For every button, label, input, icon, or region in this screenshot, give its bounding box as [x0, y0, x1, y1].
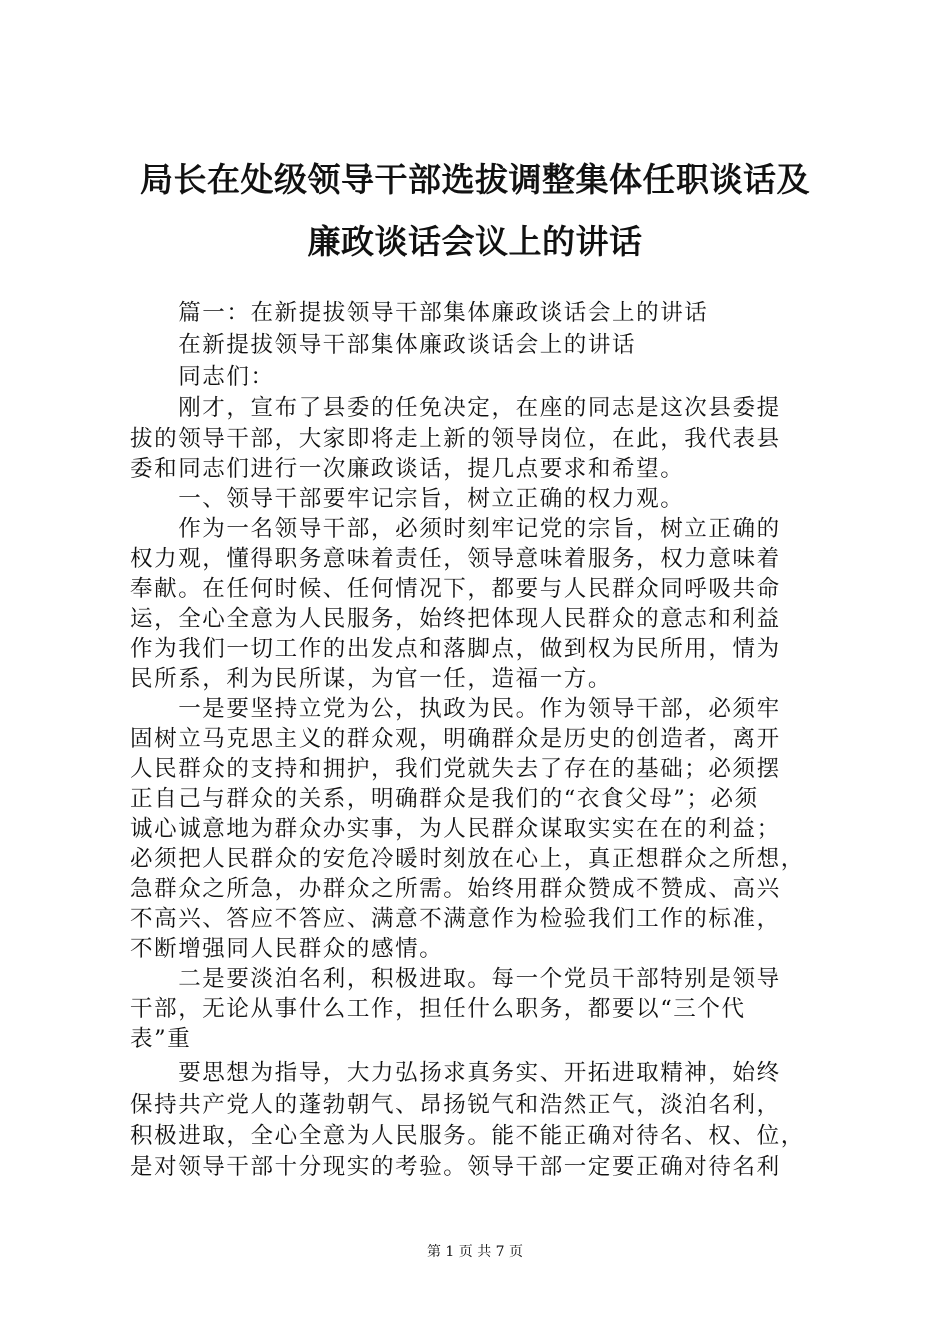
body-line: 固树立马克思主义的群众观，明确群众是历史的创造者，离开	[130, 726, 781, 752]
page-footer: 第 1 页 共 7 页	[426, 1244, 524, 1260]
body-line: 一、领导干部要牢记宗旨，树立正确的权力观。	[130, 486, 685, 512]
body-line: 权力观，懂得职务意味着责任，领导意味着服务，权力意味着	[130, 546, 781, 572]
body-line: 民所系，利为民所谋，为官一任，造福一方。	[130, 666, 613, 692]
body-line: 刚才，宣布了县委的任免决定，在座的同志是这次县委提	[130, 395, 781, 421]
document-title-line-1: 局长在处级领导干部选拔调整集体任职谈话及	[140, 160, 810, 199]
body-line: 急群众之所急，办群众之所需。始终用群众赞成不赞成、高兴	[130, 876, 781, 902]
body-line: 同志们：	[130, 364, 275, 390]
body-line: 二是要淡泊名利，积极进取。每一个党员干部特别是领导	[130, 966, 781, 992]
body-line: 奉献。在任何时候、任何情况下，都要与人民群众同呼吸共命	[130, 576, 781, 602]
body-line: 保持共产党人的蓬勃朝气、昂扬锐气和浩然正气，淡泊名利，	[130, 1092, 781, 1118]
body-line: 一是要坚持立党为公，执政为民。作为领导干部，必须牢	[130, 696, 781, 722]
body-line: 委和同志们进行一次廉政谈话，提几点要求和希望。	[130, 456, 685, 482]
body-line: 表”重	[130, 1026, 192, 1052]
body-line: 篇一：在新提拔领导干部集体廉政谈话会上的讲话	[130, 300, 709, 326]
body-line: 人民群众的支持和拥护，我们党就失去了存在的基础；必须摆	[130, 756, 781, 782]
body-line: 拔的领导干部，大家即将走上新的领导岗位，在此，我代表县	[130, 426, 781, 452]
body-line: 作为我们一切工作的出发点和落脚点，做到权为民所用，情为	[130, 636, 781, 662]
body-line: 不高兴、答应不答应、满意不满意作为检验我们工作的标准，	[130, 906, 781, 932]
body-line: 运，全心全意为人民服务，始终把体现人民群众的意志和利益	[130, 606, 781, 632]
body-line: 要思想为指导，大力弘扬求真务实、开拓进取精神，始终	[130, 1060, 781, 1086]
body-line: 诚心诚意地为群众办实事，为人民群众谋取实实在在的利益；	[130, 816, 781, 842]
body-line: 必须把人民群众的安危冷暖时刻放在心上，真正想群众之所想，	[130, 846, 805, 872]
body-line: 正自己与群众的关系，明确群众是我们的“衣食父母”；必须	[130, 786, 759, 812]
body-line: 干部，无论从事什么工作，担任什么职务，都要以“三个代	[130, 996, 746, 1022]
body-line: 作为一名领导干部，必须时刻牢记党的宗旨，树立正确的	[130, 516, 781, 542]
body-line: 不断增强同人民群众的感情。	[130, 936, 444, 962]
document-title-line-2: 廉政谈话会议上的讲话	[307, 222, 643, 261]
body-line: 积极进取，全心全意为人民服务。能不能正确对待名、权、位，	[130, 1123, 805, 1149]
body-line: 是对领导干部十分现实的考验。领导干部一定要正确对待名利	[130, 1154, 781, 1180]
body-line: 在新提拔领导干部集体廉政谈话会上的讲话	[130, 332, 637, 358]
